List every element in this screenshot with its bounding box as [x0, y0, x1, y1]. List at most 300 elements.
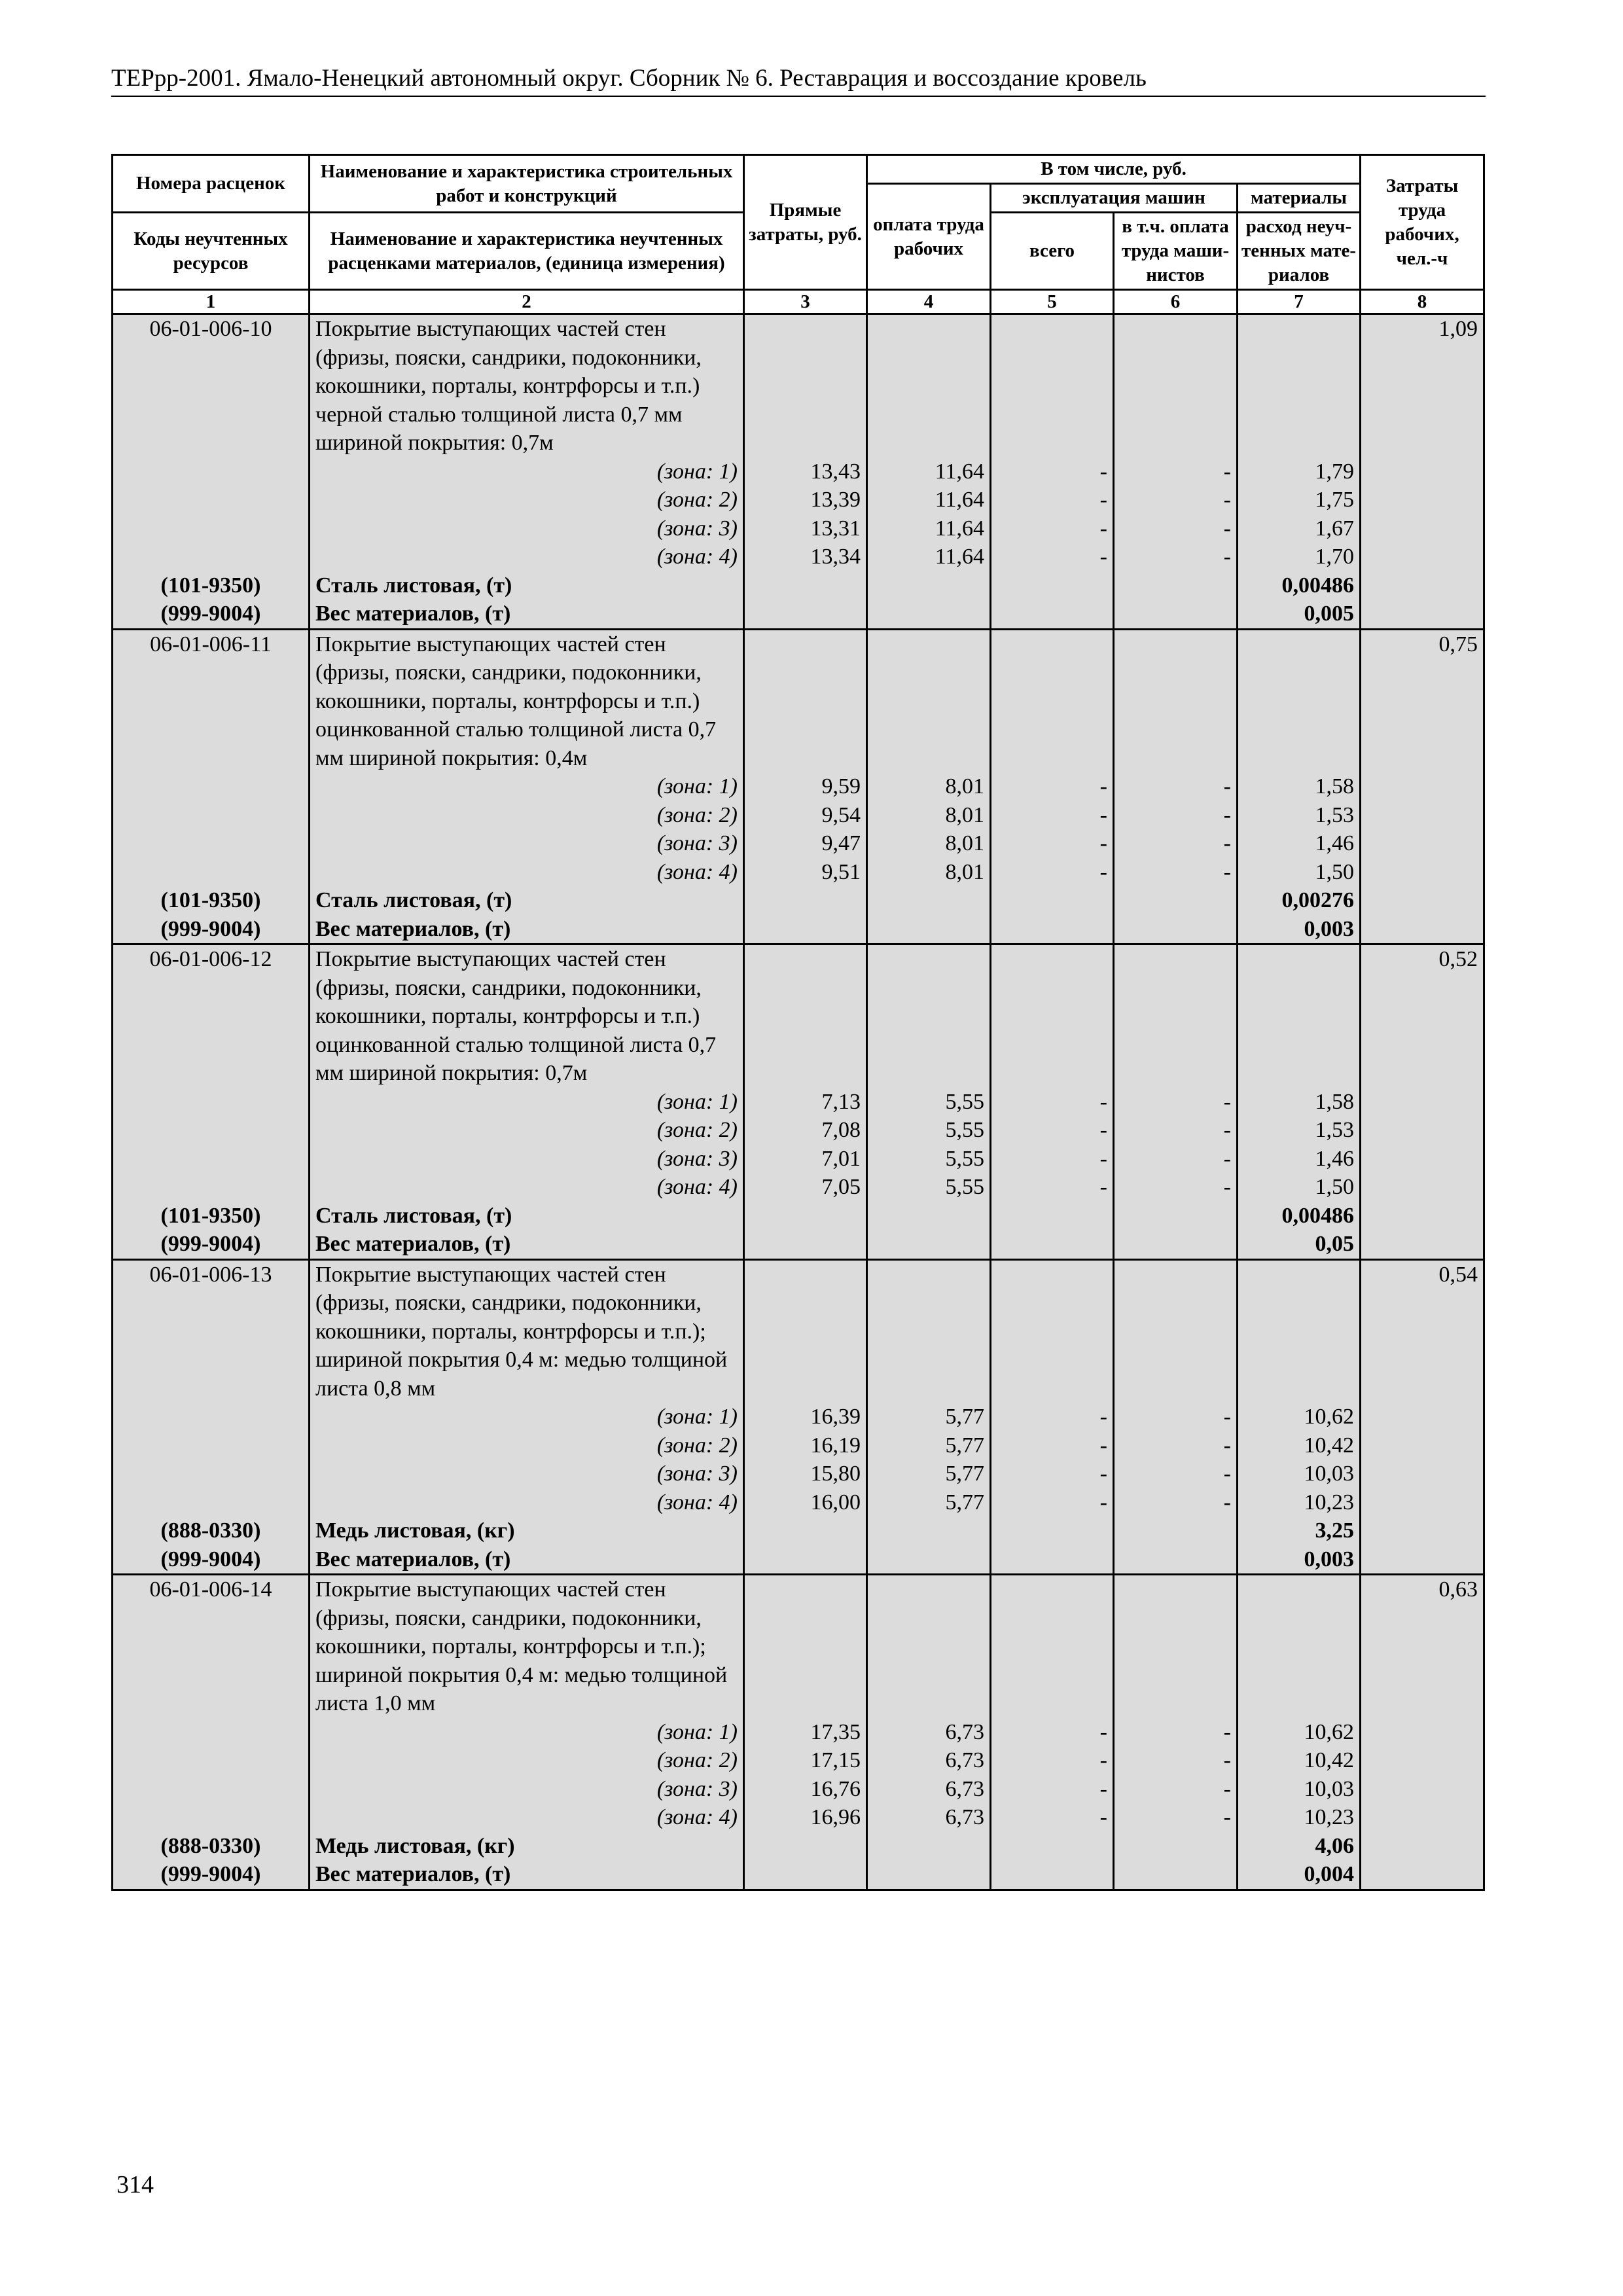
wages: 5,77 [867, 1488, 991, 1517]
resource-row [113, 1202, 1484, 1230]
materials-cost: 10,03 [1238, 1460, 1361, 1488]
materials-cost: 10,62 [1238, 1403, 1361, 1431]
resource-consumption: 0,004 [1238, 1860, 1361, 1890]
rate-description: Покрытие выступающих частей стен (фризы, пояски, сандрики, подоконники, кокошники, порталы, контрфорсы и т.п.); шириной покрытия 0,4 м: медью толщиной листа 0,8 мм [310, 1259, 744, 1403]
zone-label: (зона: 1) [310, 457, 744, 486]
zone-row [113, 801, 1484, 830]
direct-costs: 17,15 [744, 1746, 867, 1775]
rate-description: Покрытие выступающих частей стен (фризы, пояски, сандрики, подоконники, кокошники, порталы, контрфорсы и т.п.) черной сталью толщиной листа 0,7 мм шириной покрытия: 0,7м [310, 314, 744, 457]
empty-cell [1238, 1575, 1361, 1718]
direct-costs: 16,96 [744, 1803, 867, 1832]
empty-cell [1114, 629, 1238, 772]
empty-cell [991, 1832, 1114, 1861]
zone-row [113, 858, 1484, 887]
empty-cell [113, 1488, 310, 1517]
zone-row [113, 1116, 1484, 1145]
machines-total: - [991, 1488, 1114, 1517]
resource-row [113, 1545, 1484, 1575]
wages: 8,01 [867, 772, 991, 801]
wages: 5,77 [867, 1460, 991, 1488]
zone-row [113, 772, 1484, 801]
zone-label: (зона: 3) [310, 1145, 744, 1174]
header-including: В том числе, руб. [867, 155, 1361, 184]
zone-label: (зона: 2) [310, 801, 744, 830]
wages: 11,64 [867, 514, 991, 543]
wages: 5,77 [867, 1403, 991, 1431]
empty-cell [867, 886, 991, 915]
machinist-wages: - [1114, 1803, 1238, 1832]
resource-code: (999-9004) [113, 915, 310, 944]
empty-cell [1361, 1230, 1484, 1259]
empty-cell [867, 629, 991, 772]
machinist-wages: - [1114, 1403, 1238, 1431]
resource-row [113, 1516, 1484, 1545]
empty-cell [113, 1088, 310, 1117]
empty-cell [113, 858, 310, 887]
materials-cost: 1,79 [1238, 457, 1361, 486]
resource-name: Сталь листовая, (т) [310, 1202, 744, 1230]
machinist-wages: - [1114, 486, 1238, 514]
resource-name: Сталь листовая, (т) [310, 571, 744, 600]
rate-code: 06-01-006-12 [113, 944, 310, 1088]
rate-row [113, 1575, 1484, 1718]
machinist-wages: - [1114, 1775, 1238, 1804]
zone-row [113, 457, 1484, 486]
machines-total: - [991, 457, 1114, 486]
empty-cell [1361, 1202, 1484, 1230]
zone-label: (зона: 4) [310, 1803, 744, 1832]
zone-label: (зона: 2) [310, 486, 744, 514]
empty-cell [1361, 600, 1484, 629]
machinist-wages: - [1114, 1116, 1238, 1145]
empty-cell [1114, 314, 1238, 457]
resource-code: (999-9004) [113, 600, 310, 629]
resource-code: (101-9350) [113, 571, 310, 600]
resource-code: (999-9004) [113, 1230, 310, 1259]
machines-total: - [991, 772, 1114, 801]
empty-cell [113, 1803, 310, 1832]
empty-cell [1238, 944, 1361, 1088]
materials-cost: 1,58 [1238, 772, 1361, 801]
materials-cost: 1,70 [1238, 543, 1361, 571]
machinist-wages: - [1114, 457, 1238, 486]
resource-row [113, 886, 1484, 915]
machines-total: - [991, 1718, 1114, 1747]
header-machines-total: всего [991, 213, 1114, 290]
empty-cell [1238, 629, 1361, 772]
direct-costs: 13,31 [744, 514, 867, 543]
zone-row [113, 1775, 1484, 1804]
direct-costs: 9,51 [744, 858, 867, 887]
empty-cell [113, 1460, 310, 1488]
empty-cell [867, 571, 991, 600]
empty-cell [1361, 858, 1484, 887]
rate-code: 06-01-006-14 [113, 1575, 310, 1718]
empty-cell [1361, 1516, 1484, 1545]
labor-costs: 0,75 [1361, 629, 1484, 772]
empty-cell [991, 1259, 1114, 1403]
empty-cell [991, 600, 1114, 629]
materials-cost: 10,62 [1238, 1718, 1361, 1747]
column-number: 5 [991, 290, 1114, 314]
rate-code: 06-01-006-13 [113, 1259, 310, 1403]
zone-row [113, 543, 1484, 571]
empty-cell [744, 1259, 867, 1403]
resource-row [113, 915, 1484, 944]
empty-cell [744, 944, 867, 1088]
rate-description: Покрытие выступающих частей стен (фризы, пояски, сандрики, подоконники, кокошники, порталы, контрфорсы и т.п.) оцинкованной сталью толщиной листа 0,7 мм шириной покрытия: 0,7м [310, 944, 744, 1088]
empty-cell [1361, 886, 1484, 915]
resource-name: Вес материалов, (т) [310, 1545, 744, 1575]
empty-cell [1361, 543, 1484, 571]
zone-label: (зона: 2) [310, 1116, 744, 1145]
direct-costs: 13,34 [744, 543, 867, 571]
machinist-wages: - [1114, 1718, 1238, 1747]
empty-cell [113, 543, 310, 571]
empty-cell [1114, 1860, 1238, 1890]
empty-cell [1361, 1832, 1484, 1861]
resource-row [113, 600, 1484, 629]
zone-label: (зона: 3) [310, 1775, 744, 1804]
empty-cell [744, 1202, 867, 1230]
labor-costs: 1,09 [1361, 314, 1484, 457]
empty-cell [113, 486, 310, 514]
resource-name: Вес материалов, (т) [310, 915, 744, 944]
empty-cell [991, 886, 1114, 915]
empty-cell [1361, 1775, 1484, 1804]
resource-consumption: 0,00276 [1238, 886, 1361, 915]
zone-row [113, 514, 1484, 543]
empty-cell [991, 944, 1114, 1088]
zone-row [113, 486, 1484, 514]
empty-cell [113, 829, 310, 858]
column-number: 3 [744, 290, 867, 314]
empty-cell [1114, 1259, 1238, 1403]
header-machinist-wages: в т.ч. оплата труда маши-нистов [1114, 213, 1238, 290]
labor-costs: 0,63 [1361, 1575, 1484, 1718]
zone-row [113, 1431, 1484, 1460]
machinist-wages: - [1114, 1746, 1238, 1775]
direct-costs: 16,39 [744, 1403, 867, 1431]
rates-table [111, 154, 1485, 1891]
empty-cell [867, 1202, 991, 1230]
materials-cost: 10,03 [1238, 1775, 1361, 1804]
zone-label: (зона: 1) [310, 1718, 744, 1747]
machinist-wages: - [1114, 829, 1238, 858]
zone-label: (зона: 1) [310, 1403, 744, 1431]
wages: 5,77 [867, 1431, 991, 1460]
resource-name: Медь листовая, (кг) [310, 1516, 744, 1545]
empty-cell [113, 1173, 310, 1202]
direct-costs: 9,47 [744, 829, 867, 858]
direct-costs: 13,43 [744, 457, 867, 486]
wages: 6,73 [867, 1746, 991, 1775]
zone-label: (зона: 1) [310, 772, 744, 801]
direct-costs: 16,76 [744, 1775, 867, 1804]
resource-row [113, 571, 1484, 600]
direct-costs: 9,59 [744, 772, 867, 801]
empty-cell [991, 314, 1114, 457]
wages: 6,73 [867, 1803, 991, 1832]
empty-cell [1114, 1575, 1238, 1718]
empty-cell [1114, 1545, 1238, 1575]
empty-cell [1361, 915, 1484, 944]
machinist-wages: - [1114, 1431, 1238, 1460]
rate-row [113, 629, 1484, 772]
empty-cell [867, 915, 991, 944]
zone-label: (зона: 4) [310, 1173, 744, 1202]
empty-cell [1361, 1403, 1484, 1431]
empty-cell [867, 1230, 991, 1259]
resource-code: (101-9350) [113, 1202, 310, 1230]
zone-row [113, 1173, 1484, 1202]
empty-cell [113, 772, 310, 801]
machines-total: - [991, 858, 1114, 887]
rate-row [113, 944, 1484, 1088]
empty-cell [1114, 886, 1238, 915]
empty-cell [744, 314, 867, 457]
empty-cell [991, 1575, 1114, 1718]
empty-cell [1361, 801, 1484, 830]
empty-cell [1114, 1832, 1238, 1861]
direct-costs: 15,80 [744, 1460, 867, 1488]
empty-cell [1361, 1173, 1484, 1202]
header-labor-costs: Затраты труда рабочих, чел.-ч [1361, 155, 1484, 290]
machinist-wages: - [1114, 801, 1238, 830]
header-materials: материалы [1238, 184, 1361, 213]
rate-row [113, 314, 1484, 457]
empty-cell [113, 1116, 310, 1145]
resource-name: Вес материалов, (т) [310, 600, 744, 629]
empty-cell [744, 629, 867, 772]
empty-cell [744, 1860, 867, 1890]
column-number: 2 [310, 290, 744, 314]
materials-cost: 1,46 [1238, 829, 1361, 858]
empty-cell [867, 1860, 991, 1890]
zone-row [113, 1746, 1484, 1775]
header-materials-consumption: расход неуч-тенных мате-риалов [1238, 213, 1361, 290]
empty-cell [867, 1832, 991, 1861]
materials-cost: 1,53 [1238, 1116, 1361, 1145]
wages: 8,01 [867, 801, 991, 830]
zone-row [113, 1145, 1484, 1174]
machinist-wages: - [1114, 514, 1238, 543]
empty-cell [1361, 1431, 1484, 1460]
empty-cell [744, 1230, 867, 1259]
machines-total: - [991, 1145, 1114, 1174]
empty-cell [867, 1545, 991, 1575]
wages: 5,55 [867, 1173, 991, 1202]
resource-name: Вес материалов, (т) [310, 1860, 744, 1890]
machines-total: - [991, 486, 1114, 514]
machines-total: - [991, 1775, 1114, 1804]
direct-costs: 13,39 [744, 486, 867, 514]
machines-total: - [991, 543, 1114, 571]
header-rate-numbers: Номера расценок [113, 155, 310, 213]
resource-consumption: 4,06 [1238, 1832, 1361, 1861]
empty-cell [991, 1545, 1114, 1575]
direct-costs: 16,19 [744, 1431, 867, 1460]
empty-cell [1238, 1259, 1361, 1403]
machines-total: - [991, 1088, 1114, 1117]
zone-row [113, 1403, 1484, 1431]
materials-cost: 1,67 [1238, 514, 1361, 543]
resource-consumption: 0,05 [1238, 1230, 1361, 1259]
column-number: 4 [867, 290, 991, 314]
zone-label: (зона: 3) [310, 514, 744, 543]
empty-cell [744, 1575, 867, 1718]
wages: 11,64 [867, 543, 991, 571]
column-number: 7 [1238, 290, 1361, 314]
empty-cell [113, 1718, 310, 1747]
column-number: 1 [113, 290, 310, 314]
zone-row [113, 1488, 1484, 1517]
resource-consumption: 3,25 [1238, 1516, 1361, 1545]
empty-cell [1361, 1860, 1484, 1890]
machines-total: - [991, 829, 1114, 858]
empty-cell [991, 915, 1114, 944]
empty-cell [1114, 915, 1238, 944]
machinist-wages: - [1114, 1088, 1238, 1117]
empty-cell [744, 1545, 867, 1575]
wages: 8,01 [867, 829, 991, 858]
zone-label: (зона: 1) [310, 1088, 744, 1117]
empty-cell [1114, 1230, 1238, 1259]
empty-cell [744, 571, 867, 600]
empty-cell [744, 1832, 867, 1861]
empty-cell [113, 1431, 310, 1460]
zone-row [113, 1460, 1484, 1488]
empty-cell [1114, 571, 1238, 600]
wages: 5,55 [867, 1145, 991, 1174]
empty-cell [1361, 1803, 1484, 1832]
resource-code: (999-9004) [113, 1860, 310, 1890]
machines-total: - [991, 801, 1114, 830]
empty-cell [867, 314, 991, 457]
empty-cell [867, 1575, 991, 1718]
empty-cell [744, 600, 867, 629]
empty-cell [991, 1230, 1114, 1259]
header-machine-ops: эксплуатация машин [991, 184, 1238, 213]
empty-cell [1361, 1145, 1484, 1174]
empty-cell [1361, 1718, 1484, 1747]
empty-cell [1361, 1488, 1484, 1517]
machines-total: - [991, 1746, 1114, 1775]
empty-cell [1361, 1746, 1484, 1775]
wages: 6,73 [867, 1775, 991, 1804]
resource-code: (888-0330) [113, 1832, 310, 1861]
empty-cell [867, 944, 991, 1088]
empty-cell [1114, 944, 1238, 1088]
empty-cell [1361, 1460, 1484, 1488]
materials-cost: 1,58 [1238, 1088, 1361, 1117]
machines-total: - [991, 1173, 1114, 1202]
resource-row [113, 1832, 1484, 1861]
rate-description: Покрытие выступающих частей стен (фризы, пояски, сандрики, подоконники, кокошники, порталы, контрфорсы и т.п.) оцинкованной сталью толщиной листа 0,7 мм шириной покрытия: 0,4м [310, 629, 744, 772]
empty-cell [113, 1403, 310, 1431]
materials-cost: 10,23 [1238, 1488, 1361, 1517]
wages: 6,73 [867, 1718, 991, 1747]
empty-cell [867, 1259, 991, 1403]
empty-cell [113, 514, 310, 543]
empty-cell [991, 629, 1114, 772]
machinist-wages: - [1114, 1488, 1238, 1517]
empty-cell [113, 457, 310, 486]
labor-costs: 0,54 [1361, 1259, 1484, 1403]
resource-code: (888-0330) [113, 1516, 310, 1545]
direct-costs: 9,54 [744, 801, 867, 830]
zone-row [113, 1803, 1484, 1832]
empty-cell [1238, 314, 1361, 457]
wages: 5,55 [867, 1116, 991, 1145]
zone-label: (зона: 4) [310, 858, 744, 887]
empty-cell [1361, 486, 1484, 514]
machines-total: - [991, 1403, 1114, 1431]
column-number: 8 [1361, 290, 1484, 314]
empty-cell [991, 1516, 1114, 1545]
machines-total: - [991, 514, 1114, 543]
resource-name: Медь листовая, (кг) [310, 1832, 744, 1861]
zone-label: (зона: 3) [310, 829, 744, 858]
empty-cell [1361, 772, 1484, 801]
wages: 8,01 [867, 858, 991, 887]
empty-cell [744, 1516, 867, 1545]
rate-row [113, 1259, 1484, 1403]
direct-costs: 7,13 [744, 1088, 867, 1117]
resource-code: (101-9350) [113, 886, 310, 915]
zone-row [113, 829, 1484, 858]
empty-cell [867, 600, 991, 629]
empty-cell [113, 801, 310, 830]
empty-cell [744, 915, 867, 944]
zone-label: (зона: 4) [310, 543, 744, 571]
direct-costs: 7,05 [744, 1173, 867, 1202]
empty-cell [1361, 571, 1484, 600]
zone-label: (зона: 3) [310, 1460, 744, 1488]
machinist-wages: - [1114, 1173, 1238, 1202]
empty-cell [113, 1775, 310, 1804]
empty-cell [991, 1202, 1114, 1230]
page-header: ТЕРрр-2001. Ямало-Ненецкий автономный округ. Сборник № 6. Реставрация и воссоздание кровель [111, 63, 1486, 97]
direct-costs: 16,00 [744, 1488, 867, 1517]
empty-cell [744, 886, 867, 915]
empty-cell [1361, 829, 1484, 858]
materials-cost: 1,53 [1238, 801, 1361, 830]
resource-consumption: 0,003 [1238, 1545, 1361, 1575]
zone-label: (зона: 4) [310, 1488, 744, 1517]
empty-cell [1361, 514, 1484, 543]
empty-cell [1361, 1088, 1484, 1117]
materials-cost: 10,42 [1238, 1431, 1361, 1460]
resource-row [113, 1860, 1484, 1890]
zone-label: (зона: 2) [310, 1431, 744, 1460]
machines-total: - [991, 1460, 1114, 1488]
machines-total: - [991, 1116, 1114, 1145]
resource-code: (999-9004) [113, 1545, 310, 1575]
zone-row [113, 1718, 1484, 1747]
machinist-wages: - [1114, 1460, 1238, 1488]
zone-label: (зона: 2) [310, 1746, 744, 1775]
wages: 11,64 [867, 486, 991, 514]
empty-cell [113, 1145, 310, 1174]
empty-cell [113, 1746, 310, 1775]
empty-cell [991, 1860, 1114, 1890]
resource-name: Сталь листовая, (т) [310, 886, 744, 915]
header-direct-costs: Прямые затраты, руб. [744, 155, 867, 290]
direct-costs: 7,08 [744, 1116, 867, 1145]
header-materials-name: Наименование и характеристика неучтенных расценками материалов, (единица измерения) [310, 213, 744, 290]
empty-cell [1361, 457, 1484, 486]
